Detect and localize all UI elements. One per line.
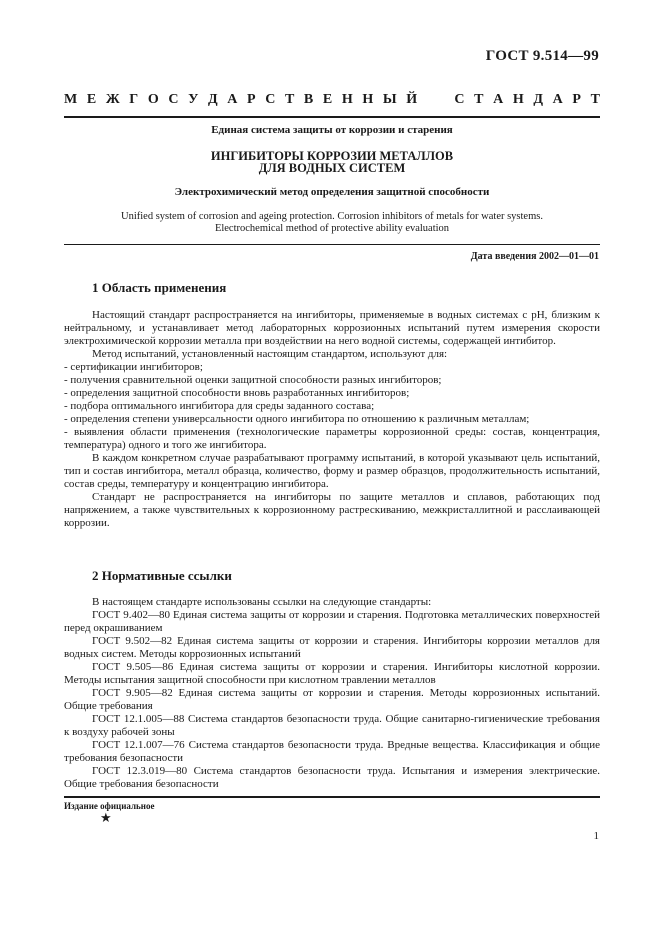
section-1-body: [64, 309, 600, 530]
banner-letter: М: [64, 92, 78, 107]
section2-paragraph: ГОСТ 12.1.007—76 Система стандартов безопасности труда. Вредные вещества. Классификация и общие требования безопасности: [64, 739, 600, 764]
section-2-heading: 2 Нормативные ссылки: [92, 568, 232, 583]
section1-paragraph: - определения степени универсальности одного ингибитора по отношению к различным металлам;: [64, 413, 530, 425]
section2-paragraph: ГОСТ 9.502—82 Единая система защиты от коррозии и старения. Ингибиторы коррозии металлов для водных систем. Методы коррозионных испытаний: [64, 635, 600, 660]
banner-letter: С: [168, 92, 179, 107]
banner-letter: Д: [208, 92, 218, 107]
section1-paragraph: Стандарт не распространяется на ингибиторы по защите металлов и сплавов, работающих под напряжением, а также чувствительных к коррозионному растрескиванию, межкристаллитной и расслаивающей коррозии.: [64, 491, 600, 529]
section-2-body: [64, 596, 600, 791]
section2-paragraph: ГОСТ 9.505—86 Единая система защиты от коррозии и старения. Ингибиторы кислотной коррозии. Методы испытания защитной способности при кислотном травлении металлов: [64, 661, 600, 686]
banner-letter: О: [147, 92, 159, 107]
banner-letter: Н: [512, 92, 524, 107]
official-edition-label: Издание официальное: [64, 801, 155, 811]
page-number: 1: [593, 830, 599, 842]
section1-paragraph: - сертификации ингибиторов;: [64, 361, 203, 373]
english-title-line-1: Unified system of corrosion and ageing protection. Corrosion inhibitors of metals for water systems.: [121, 211, 543, 222]
banner-letter: Ж: [105, 92, 120, 107]
section1-paragraph: - выявления области применения (технологические параметры коррозионной среды: состав, концентрация, температура) одного и того же ингибитора.: [64, 426, 600, 451]
banner-letter: Д: [533, 92, 544, 107]
section2-paragraph: ГОСТ 9.402—80 Единая система защиты от коррозии и старения. Подготовка металлических поверхностей перед окрашиванием: [64, 609, 600, 634]
english-title: [64, 211, 600, 235]
section2-paragraph: ГОСТ 12.3.019—80 Система стандартов безопасности труда. Испытания и измерения электрические. Общие требования безопасности: [64, 765, 600, 790]
interstate-standard-banner: [64, 92, 600, 108]
footer-rule: [64, 796, 600, 798]
main-title: [64, 150, 600, 174]
section2-paragraph: В настоящем стандарте использованы ссылки на следующие стандарты:: [92, 596, 432, 608]
banner-word-gap: [427, 92, 445, 108]
section1-paragraph: - получения сравнительной оценки защитной способности разных ингибиторов;: [64, 374, 442, 386]
english-title-line-2: Electrochemical method of protective ability evaluation: [214, 223, 450, 234]
top-rule: [64, 116, 600, 118]
section-1-heading: 1 Область применения: [92, 280, 227, 295]
banner-letter: А: [493, 92, 504, 107]
banner-letter: Н: [362, 92, 374, 107]
banner-letter: Е: [86, 92, 97, 107]
banner-letter: Т: [474, 92, 484, 107]
main-title-line-2: ДЛЯ ВОДНЫХ СИСТЕМ: [258, 161, 406, 175]
banner-letter: Р: [572, 92, 581, 107]
banner-letter: У: [188, 92, 199, 107]
banner-letter: А: [552, 92, 563, 107]
method-subtitle: Электрохимический метод определения защитной способности: [174, 186, 490, 198]
banner-letter: Т: [284, 92, 295, 107]
banner-letter: Н: [341, 92, 353, 107]
banner-letter: Ы: [382, 92, 397, 107]
banner-letter: А: [227, 92, 238, 107]
section1-paragraph: Настоящий стандарт распространяется на ингибиторы, применяемые в водных системах с рН, близким к нейтральному, и устанавливает метод лабораторных коррозионных испытаний путем измерения скорости электрохимической коррозии металла при воздействии на него водной системы, содержащей интибитор.: [64, 309, 600, 347]
section1-paragraph: В каждом конкретном случае разрабатывают программу испытаний, в которой указывают цель испытаний, тип и состав ингибитора, металл образца, количество, форму и размер образцов, продолжительность испытаний, состав среды, температуру и концентрацию ингибитора.: [64, 452, 600, 490]
section2-paragraph: ГОСТ 9.905—82 Единая система защиты от коррозии и старения. Методы коррозионных испытаний. Общие требования: [64, 687, 600, 712]
banner-letter: С: [454, 92, 465, 107]
section2-paragraph: ГОСТ 12.1.005—88 Система стандартов безопасности труда. Общие санитарно-гигиенические требования к воздуху рабочей зоны: [64, 713, 600, 738]
system-title: Единая система защиты от коррозии и старения: [211, 124, 453, 136]
section1-paragraph: - определения защитной способности вновь разработанных ингибиторов;: [64, 387, 410, 399]
banner-letter: Р: [247, 92, 256, 107]
section1-paragraph: - подбора оптимального ингибитора для среды заданного состава;: [64, 400, 375, 412]
banner-letter: Е: [322, 92, 333, 107]
star-icon: ★: [100, 810, 112, 825]
banner-letter: С: [265, 92, 276, 107]
banner-letter: Г: [129, 92, 139, 107]
title-rule: [64, 244, 600, 245]
introduction-date: Дата введения 2002—01—01: [470, 251, 599, 262]
document-id: ГОСТ 9.514—99: [485, 48, 599, 64]
banner-letter: Т: [590, 92, 600, 107]
banner-letter: В: [303, 92, 314, 107]
banner-letter: Й: [406, 92, 418, 107]
section1-paragraph: Метод испытаний, установленный настоящим стандартом, используют для:: [92, 348, 448, 360]
main-title-line-1: ИНГИБИТОРЫ КОРРОЗИИ МЕТАЛЛОВ: [210, 149, 454, 163]
